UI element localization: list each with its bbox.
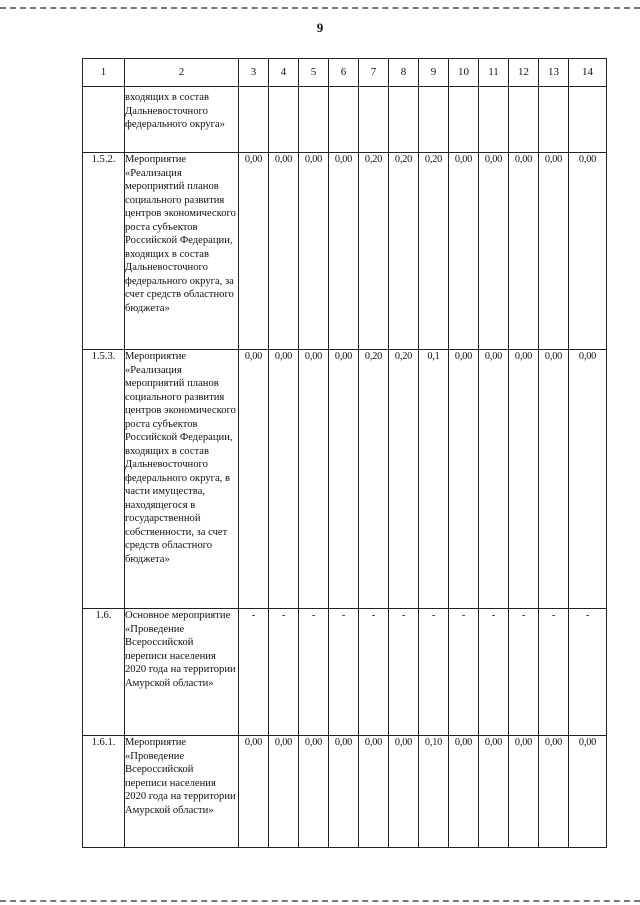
value-cell: 0,00 [449,736,479,848]
value-cell: 0,20 [389,350,419,609]
value-cell [569,87,607,153]
row-name: Мероприятие «Проведение Всероссийской переписи населения 2020 года на территории Амурской области» [125,736,239,848]
value-cell: 0,10 [419,736,449,848]
table-row [83,153,607,350]
column-header: 9 [419,59,449,87]
value-cell: 0,00 [449,153,479,350]
value-cell: - [569,609,607,736]
value-cell: 0,00 [509,736,539,848]
value-cell: 0,00 [299,736,329,848]
column-header: 12 [509,59,539,87]
value-cell [329,87,359,153]
row-name: входящих в состав Дальневосточного федерального округа» [125,87,239,153]
table-row [83,350,607,609]
value-cell: 0,00 [389,736,419,848]
table-row [83,609,607,736]
column-header: 4 [269,59,299,87]
column-header: 5 [299,59,329,87]
value-cell: - [479,609,509,736]
value-cell: - [329,609,359,736]
value-cell [299,87,329,153]
value-cell: 0,00 [569,736,607,848]
table-row [83,736,607,848]
value-cell: 0,00 [479,153,509,350]
value-cell [239,87,269,153]
column-header: 7 [359,59,389,87]
row-name: Мероприятие «Реализация мероприятий планов социального развития центров экономического роста субъектов Российской Федерации, входящих в состав Дальневосточного федерального округа, за счет средств областного бюджета» [125,153,239,350]
column-header: 2 [125,59,239,87]
column-header: 13 [539,59,569,87]
value-cell: 0,00 [239,350,269,609]
column-header: 3 [239,59,269,87]
value-cell: 0,20 [419,153,449,350]
bottom-scan-edge [0,900,640,902]
column-header: 6 [329,59,359,87]
column-header: 8 [389,59,419,87]
value-cell: - [299,609,329,736]
page-number: 9 [316,20,324,35]
value-cell: 0,00 [329,350,359,609]
top-scan-edge [0,7,640,9]
value-cell: 0,00 [539,350,569,609]
column-header: 10 [449,59,479,87]
program-table [82,58,607,848]
value-cell: 0,20 [389,153,419,350]
value-cell: 0,1 [419,350,449,609]
value-cell: - [359,609,389,736]
value-cell: 0,00 [569,153,607,350]
value-cell: - [449,609,479,736]
row-code: 1.5.3. [83,350,125,609]
value-cell: 0,00 [479,736,509,848]
value-cell: 0,00 [479,350,509,609]
value-cell: 0,00 [509,153,539,350]
value-cell: 0,00 [239,736,269,848]
row-name: Мероприятие «Реализация мероприятий планов социального развития центров экономического роста субъектов Российской Федерации, входящих в состав Дальневосточного федерального округа, в части имущества, находящегося в государственной собственности, за счет средств областного бюджета» [125,350,239,609]
value-cell: 0,00 [539,736,569,848]
column-header: 11 [479,59,509,87]
value-cell: - [269,609,299,736]
value-cell: - [539,609,569,736]
value-cell [479,87,509,153]
value-cell: 0,00 [329,736,359,848]
row-code: 1.6. [83,609,125,736]
row-code [83,87,125,153]
header-row [83,59,607,87]
table-row [83,87,607,153]
value-cell: 0,00 [269,350,299,609]
value-cell [269,87,299,153]
value-cell: 0,00 [329,153,359,350]
value-cell [389,87,419,153]
value-cell: - [509,609,539,736]
column-header: 14 [569,59,607,87]
column-header: 1 [83,59,125,87]
value-cell: 0,00 [269,153,299,350]
value-cell [539,87,569,153]
value-cell: 0,00 [239,153,269,350]
value-cell: 0,00 [569,350,607,609]
value-cell [419,87,449,153]
value-cell: - [419,609,449,736]
value-cell: 0,00 [269,736,299,848]
value-cell: 0,00 [299,153,329,350]
value-cell: 0,00 [509,350,539,609]
value-cell: 0,00 [299,350,329,609]
row-name: Основное мероприятие «Проведение Всероссийской переписи населения 2020 года на территории Амурской области» [125,609,239,736]
value-cell: - [239,609,269,736]
value-cell: 0,00 [539,153,569,350]
row-code: 1.6.1. [83,736,125,848]
row-code: 1.5.2. [83,153,125,350]
value-cell: 0,20 [359,350,389,609]
value-cell: - [389,609,419,736]
value-cell: 0,00 [359,736,389,848]
value-cell: 0,00 [449,350,479,609]
value-cell [359,87,389,153]
value-cell [449,87,479,153]
value-cell: 0,20 [359,153,389,350]
value-cell [509,87,539,153]
